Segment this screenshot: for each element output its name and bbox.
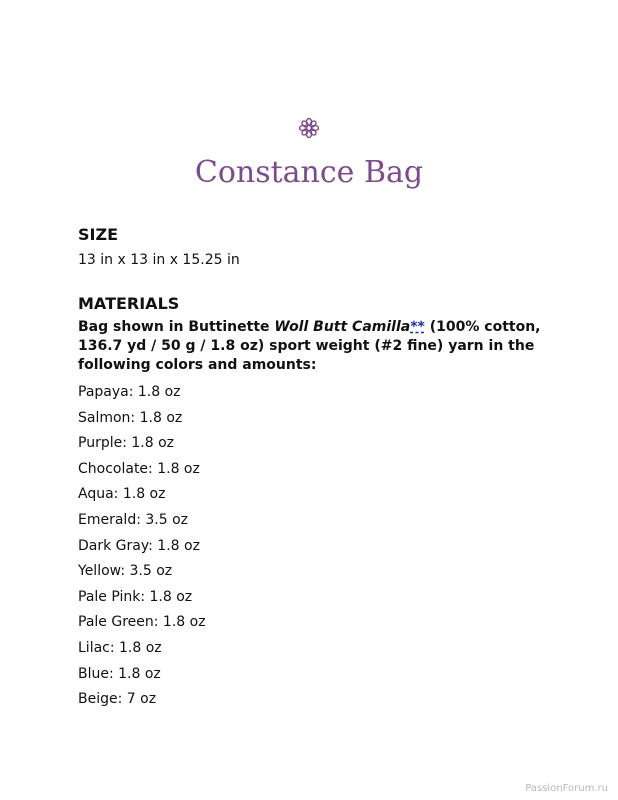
- list-item: Chocolate: 1.8 oz: [78, 460, 200, 477]
- color-list: [78, 380, 206, 713]
- list-item: Purple: 1.8 oz: [78, 435, 175, 452]
- list-item: Emerald: 3.5 oz: [78, 511, 189, 528]
- list-item: Papaya: 1.8 oz: [78, 384, 181, 400]
- yarn-name: Woll Butt Camilla: [274, 319, 411, 335]
- materials-intro: [78, 318, 548, 375]
- size-heading: SIZE: [78, 225, 119, 244]
- flower-icon: [298, 117, 320, 139]
- intro-suffix: (100% cotton, 136.7 yd / 50 g / 1.8 oz) sport weight (#2 fine) yarn in the following colors and amounts:: [78, 319, 541, 373]
- list-item: Yellow: 3.5 oz: [78, 563, 173, 580]
- list-item: Pale Pink: 1.8 oz: [78, 588, 193, 605]
- list-item: Blue: 1.8 oz: [78, 665, 161, 682]
- list-item: Dark Gray: 1.8 oz: [78, 537, 200, 554]
- list-item: Pale Green: 1.8 oz: [78, 614, 206, 631]
- list-item: Lilac: 1.8 oz: [78, 639, 162, 656]
- list-item: Aqua: 1.8 oz: [78, 486, 166, 503]
- intro-prefix: Bag shown in Buttinette: [78, 319, 275, 335]
- size-value: 13 in x 13 in x 15.25 in: [78, 252, 240, 268]
- list-item: Salmon: 1.8 oz: [78, 409, 183, 426]
- yarn-link[interactable]: **: [410, 319, 425, 335]
- materials-heading: MATERIALS: [78, 294, 180, 313]
- list-item: Beige: 7 oz: [78, 691, 157, 708]
- page-title: Constance Bag: [194, 155, 424, 190]
- watermark: PassionForum.ru: [525, 783, 608, 794]
